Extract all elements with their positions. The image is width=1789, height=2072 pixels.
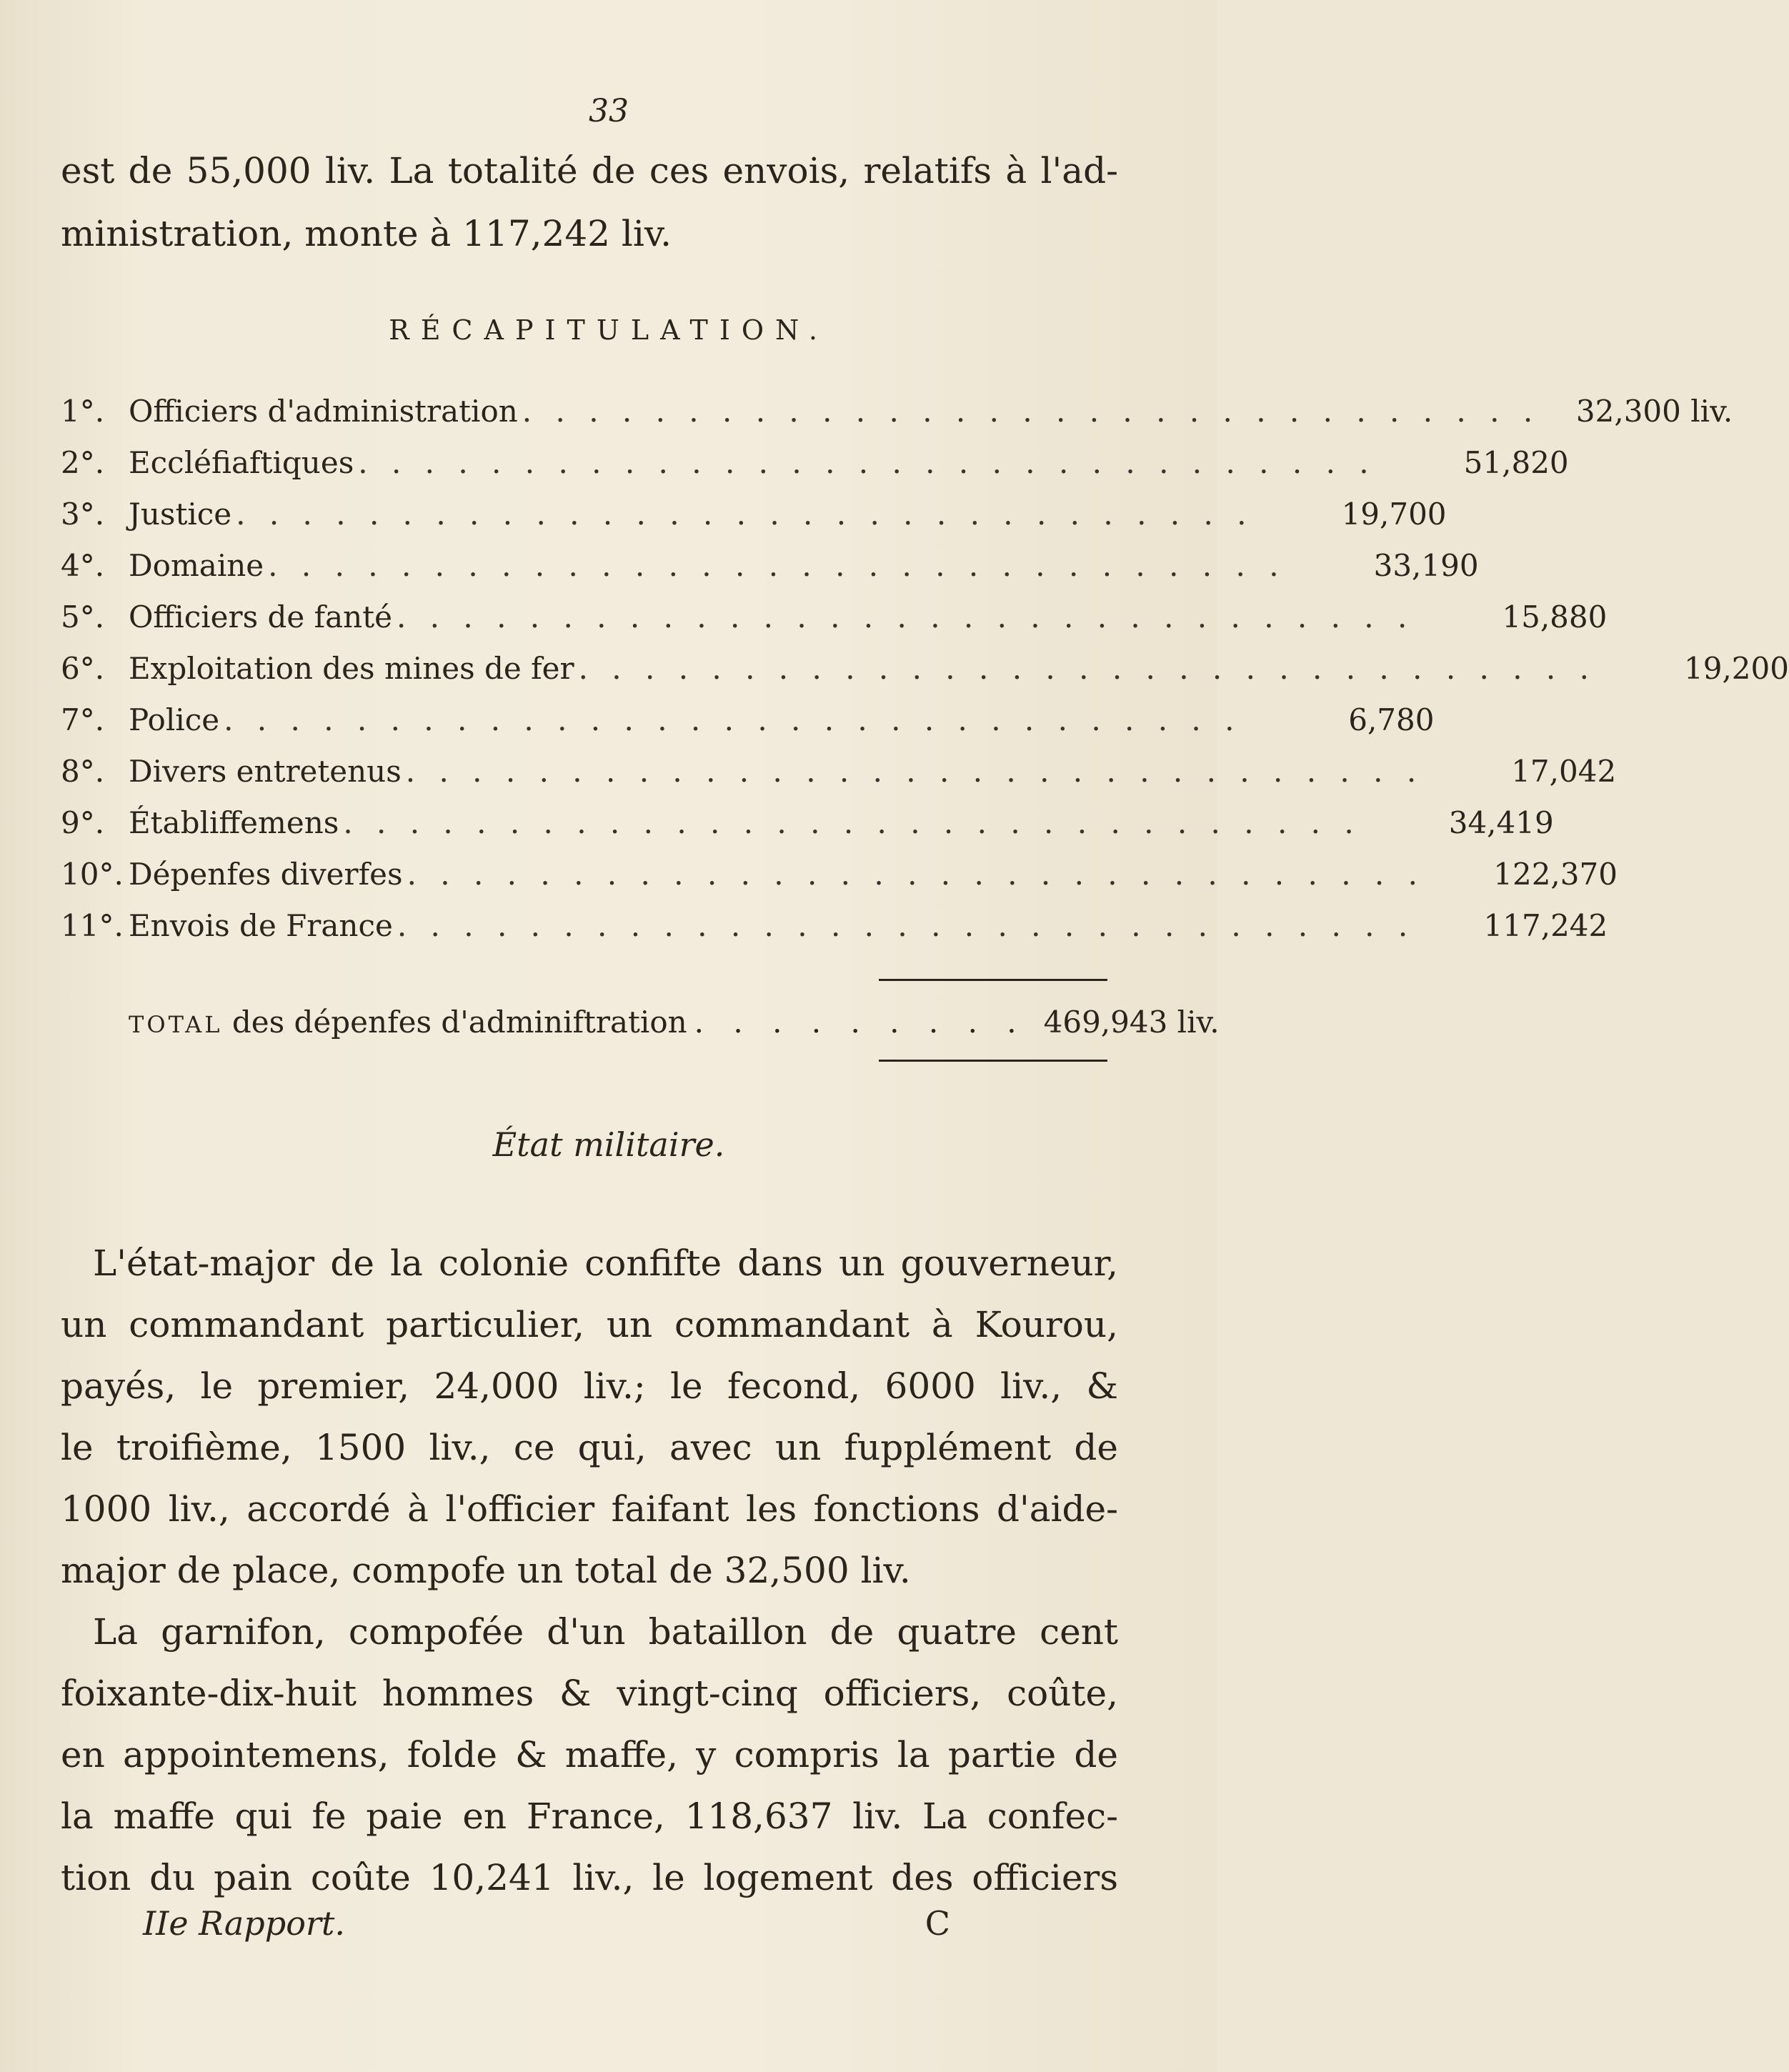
row-number: 4°.	[61, 548, 105, 583]
row-number: 11°.	[61, 908, 124, 943]
recap-row	[61, 643, 1789, 694]
text-line: major de place, compofe un total de 32,500 liv.	[61, 1550, 911, 1591]
row-number: 1°.	[61, 394, 105, 429]
text-line: est de 55,000 liv. La totalité de ces envois, relatifs à l'ad-	[61, 150, 1118, 191]
row-number: 6°.	[61, 651, 105, 686]
row-label: Dépenfes diverfes	[129, 857, 403, 892]
text-line: ministration, monte à 117,242 liv.	[61, 213, 672, 254]
paragraph-garnison	[61, 1601, 1118, 1908]
dot-leader: . . . . . . . . .	[694, 1005, 1027, 1040]
text-line: L'état-major de la colonie confifte dans un gouverneur,	[93, 1242, 1118, 1284]
row-amount: 32,300 liv.	[1575, 394, 1733, 429]
text-line: La garnifon, compofée d'un bataillon de quatre cent	[93, 1611, 1118, 1653]
row-number: 3°.	[61, 497, 105, 532]
dot-leader: . . . . . . . . . . . . . . . . . . . . . . . . . . . . . . .	[358, 445, 1376, 480]
text-line: un commandant particulier, un commandant à Kourou,	[61, 1304, 1118, 1345]
text-line: le troifième, 1500 liv., ce qui, avec un fupplément de	[61, 1427, 1118, 1468]
total-prefix: TOTAL	[129, 1011, 223, 1038]
dot-leader: . . . . . . . . . . . . . . . . . . . . . . . . . . . . . . .	[396, 599, 1415, 634]
total-amount: 469,943 liv.	[1043, 1005, 1220, 1040]
row-number: 5°.	[61, 599, 105, 634]
paragraph-etat-major	[61, 1232, 1118, 1601]
dot-leader: . . . . . . . . . . . . . . . . . . . . . . . . . . . . . . .	[268, 548, 1286, 583]
recap-row	[61, 592, 1608, 643]
dot-leader: . . . . . . . . . . . . . . . . . . . . . . . . . . . . . . .	[405, 754, 1424, 789]
row-label: Officiers d'administration	[129, 394, 518, 429]
recap-title: RÉCAPITULATION.	[389, 314, 829, 346]
text-line: 1000 liv., accordé à l'officier faifant les fonctions d'aide-	[61, 1488, 1118, 1530]
row-label: Justice	[129, 497, 232, 532]
row-amount: 19,200	[1684, 651, 1789, 686]
row-label: Domaine	[129, 548, 264, 583]
dot-leader: . . . . . . . . . . . . . . . . . . . . . . . . . . . . . . .	[236, 497, 1254, 532]
row-amount: 19,700	[1341, 497, 1447, 532]
dot-leader: . . . . . . . . . . . . . . . . . . . . . . . . . . . . . . .	[397, 908, 1415, 943]
signature-mark: IIe Rapport.	[143, 1904, 345, 1943]
section-title: État militaire.	[492, 1125, 725, 1164]
text-line: foixante-dix-huit hommes & vingt-cinq officiers, coûte,	[61, 1673, 1118, 1714]
page-number: 33	[589, 93, 629, 129]
row-label: Eccléfiaftiques	[129, 445, 354, 480]
recap-row	[61, 900, 1608, 952]
dot-leader: . . . . . . . . . . . . . . . . . . . . . . . . . . . . . . .	[522, 394, 1540, 429]
text-line: tion du pain coûte 10,241 liv., le logement des officiers	[61, 1857, 1118, 1898]
row-label: Divers entretenus	[129, 754, 402, 789]
row-number: 2°.	[61, 445, 105, 480]
recap-row	[61, 437, 1569, 489]
row-amount: 6,780	[1348, 702, 1435, 737]
sum-rule-bottom	[879, 1060, 1107, 1062]
recap-row	[61, 540, 1479, 592]
row-label: Police	[129, 702, 220, 737]
page-footer	[143, 1904, 950, 1943]
recap-row	[61, 386, 1733, 437]
total-label: des dépenfes d'adminiftration	[231, 1005, 687, 1040]
sum-rule-top	[879, 979, 1107, 981]
row-label: Exploitation des mines de fer	[129, 651, 574, 686]
dot-leader: . . . . . . . . . . . . . . . . . . . . . . . . . . . . . . .	[578, 651, 1596, 686]
intro-paragraph	[61, 139, 1118, 265]
row-amount: 34,419	[1448, 805, 1554, 840]
row-amount: 15,880	[1502, 599, 1608, 634]
row-number: 8°.	[61, 754, 105, 789]
row-number: 9°.	[61, 805, 105, 840]
dot-leader: . . . . . . . . . . . . . . . . . . . . . . . . . . . . . . .	[343, 805, 1361, 840]
row-amount: 51,820	[1463, 445, 1569, 480]
recap-row	[61, 797, 1554, 849]
text-line: la maffe qui fe paie en France, 118,637 liv. La confec-	[61, 1795, 1118, 1837]
recap-table	[61, 386, 1789, 952]
row-amount: 17,042	[1511, 754, 1617, 789]
row-label: Établiffemens	[129, 805, 339, 840]
row-label: Officiers de fanté	[129, 599, 392, 634]
total-label-group	[129, 997, 687, 1050]
dot-leader: . . . . . . . . . . . . . . . . . . . . . . . . . . . . . . .	[224, 702, 1242, 737]
text-line: payés, le premier, 24,000 liv.; le fecond, 6000 liv., &	[61, 1365, 1118, 1407]
row-amount: 117,242	[1483, 908, 1608, 943]
row-amount: 33,190	[1373, 548, 1479, 583]
dot-leader: . . . . . . . . . . . . . . . . . . . . . . . . . . . . . . .	[407, 857, 1425, 892]
recap-row	[61, 746, 1617, 797]
text-line: en appointemens, folde & maffe, y compris la partie de	[61, 1734, 1118, 1775]
recap-row	[61, 489, 1447, 540]
recap-row	[61, 694, 1435, 746]
sheet-mark: C	[925, 1904, 950, 1943]
row-number: 10°.	[61, 857, 124, 892]
row-label: Envois de France	[129, 908, 393, 943]
row-number: 7°.	[61, 702, 105, 737]
recap-row	[61, 849, 1618, 900]
total-row	[129, 997, 1220, 1050]
row-amount: 122,370	[1493, 857, 1618, 892]
